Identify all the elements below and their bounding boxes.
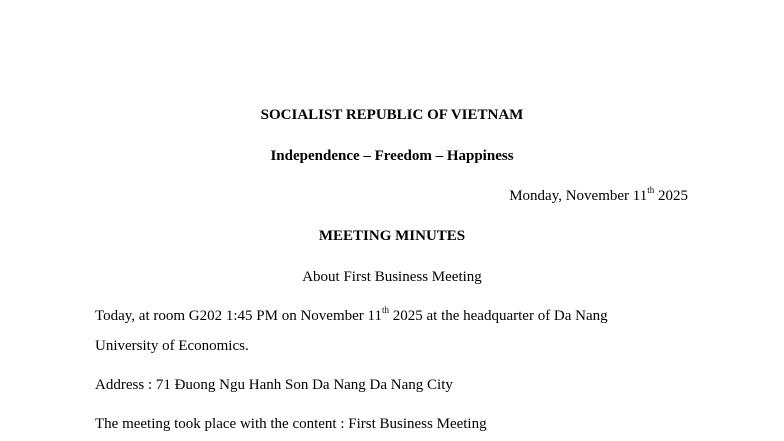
paragraph-1-line-1: [95, 306, 695, 326]
paragraph-1-text-a: Today, at room G202 1:45 PM on November 11: [95, 308, 382, 324]
paragraph-1-superscript: th: [381, 305, 389, 315]
paragraph-1-text-b: 2025 at the headquarter of Da Nang: [389, 308, 608, 324]
date-line: [509, 186, 688, 206]
country-heading: SOCIALIST REPUBLIC OF VIETNAM: [260, 107, 524, 123]
date-superscript: th: [647, 185, 655, 195]
date-year: 2025: [654, 188, 688, 204]
address-line: Address : 71 Đuong Ngu Hanh Son Da Nang Da Nang City: [95, 377, 453, 393]
document-subtitle: About First Business Meeting: [302, 269, 482, 285]
motto-heading: Independence – Freedom – Happiness: [270, 148, 514, 164]
document-title: MEETING MINUTES: [318, 228, 466, 244]
content-line: The meeting took place with the content : First Business Meeting: [95, 416, 487, 432]
date-prefix: Monday, November 11: [509, 188, 648, 204]
paragraph-1-line-2: University of Economics.: [95, 338, 249, 354]
